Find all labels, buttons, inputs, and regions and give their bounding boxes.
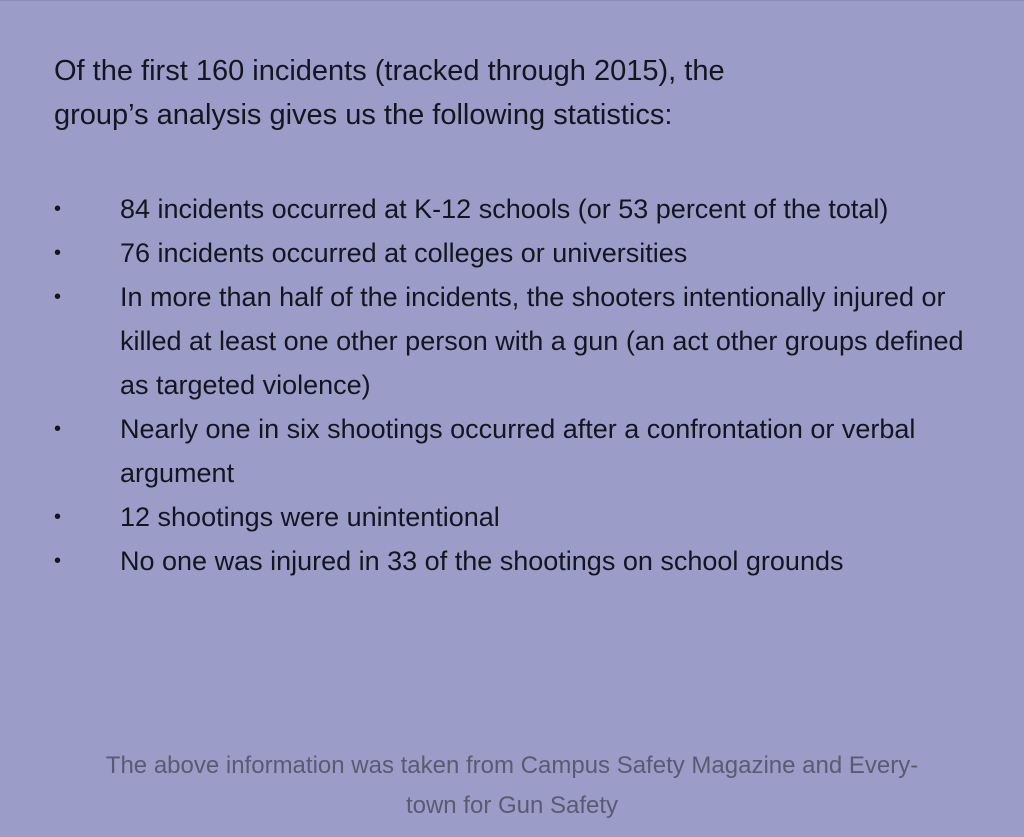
- intro-line-1: Of the first 160 incidents (tracked through 2015), the: [54, 55, 725, 87]
- statistic-item: [54, 407, 984, 495]
- statistic-item: [54, 539, 984, 583]
- statistic-text: In more than half of the incidents, the shooters intentionally injured or killed at least one other person with a gun (an act other groups defined as targeted violence): [120, 282, 964, 400]
- statistic-text: 12 shootings were unintentional: [120, 502, 500, 532]
- statistic-item: [54, 187, 984, 231]
- bullet-icon: •: [54, 198, 62, 220]
- intro-line-2: group’s analysis gives us the following statistics:: [54, 99, 673, 131]
- bullet-icon: •: [54, 286, 62, 308]
- source-line-1: The above information was taken from Campus Safety Magazine and Every-: [105, 752, 919, 779]
- source-note: [40, 746, 984, 826]
- statistics-list: [54, 187, 984, 583]
- statistic-item: [54, 495, 984, 539]
- bullet-icon: •: [54, 506, 62, 528]
- intro-paragraph: [54, 49, 914, 137]
- statistic-text: 84 incidents occurred at K-12 schools (or 53 percent of the total): [120, 194, 889, 224]
- statistic-text: 76 incidents occurred at colleges or universities: [120, 238, 688, 268]
- bullet-icon: •: [54, 418, 62, 440]
- source-line-2: town for Gun Safety: [405, 792, 619, 819]
- statistic-item: [54, 275, 984, 407]
- statistic-text: Nearly one in six shootings occurred after a confrontation or verbal argument: [120, 414, 916, 488]
- bullet-icon: •: [54, 550, 62, 572]
- statistic-item: [54, 231, 984, 275]
- statistic-text: No one was injured in 33 of the shootings on school grounds: [120, 546, 844, 576]
- bullet-icon: •: [54, 242, 62, 264]
